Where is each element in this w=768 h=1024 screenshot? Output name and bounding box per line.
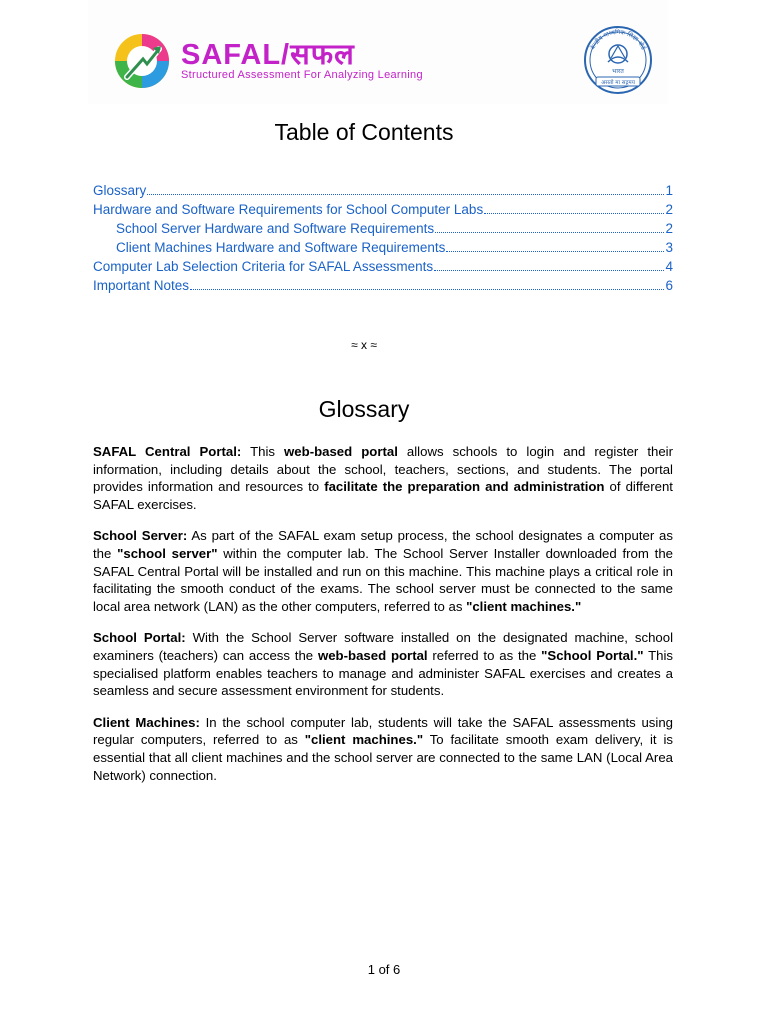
toc-dot-leader <box>190 278 664 290</box>
toc-title: Table of Contents <box>274 119 454 145</box>
glossary-bold-text: "client machines." <box>304 732 424 748</box>
toc-dot-leader <box>147 183 664 195</box>
toc-entry[interactable] <box>93 240 673 259</box>
document-header <box>88 0 668 104</box>
toc-entry-page[interactable]: 2 <box>665 221 673 236</box>
toc-dot-leader <box>446 240 664 252</box>
safal-logo-icon <box>113 33 171 89</box>
seal-middle-text: भारत <box>612 68 624 75</box>
glossary-bold-text: School Server: <box>93 528 188 544</box>
glossary-text: With the School Server software installed on the designated machine, school examiners (teachers) can access the <box>93 630 674 663</box>
seal-motto-text: असतो मा सद्गमय <box>601 80 635 86</box>
toc-entry[interactable] <box>93 278 673 297</box>
toc-entry[interactable] <box>93 202 673 221</box>
glossary-text: This specialised platform enables teachers to manage and administer SAFAL exercises and creates a seamless and secure assessment environment for students. <box>93 647 674 699</box>
glossary-bold-text: Client Machines: <box>93 714 200 730</box>
glossary-paragraph <box>93 527 673 615</box>
toc-entry-label[interactable]: School Server Hardware and Software Requirements <box>116 221 435 236</box>
glossary-bold-text: "client machines." <box>466 598 582 614</box>
seal-top-text: केन्द्रीय माध्यमिक शिक्षा बोर्ड <box>589 28 647 51</box>
glossary-paragraph <box>93 629 673 699</box>
brand-subtitle: Structured Assessment For Analyzing Learning <box>181 69 423 81</box>
glossary-paragraph <box>93 714 673 784</box>
toc-entry-label[interactable]: Client Machines Hardware and Software Requirements <box>116 240 446 255</box>
cbse-seal-icon <box>582 22 654 96</box>
table-of-contents <box>93 183 673 297</box>
toc-entry-page[interactable]: 4 <box>665 259 673 274</box>
glossary-bold-text: web-based portal <box>284 444 398 459</box>
toc-dot-leader <box>484 202 664 214</box>
glossary-text: As part of the SAFAL exam setup process, the school designates a computer as the <box>93 528 673 561</box>
toc-entry-label[interactable]: Hardware and Software Requirements for School Computer Labs <box>93 202 484 217</box>
toc-dot-leader <box>435 221 664 233</box>
glossary-paragraph <box>93 443 673 513</box>
glossary-text: This <box>241 444 285 459</box>
toc-entry-page[interactable]: 3 <box>665 240 673 255</box>
toc-entry[interactable] <box>93 221 673 240</box>
glossary-bold-text: web-based portal <box>317 647 428 663</box>
section-separator: ≈ x ≈ <box>351 338 377 352</box>
glossary-bold-text: "School Portal." <box>541 647 644 663</box>
glossary-text: In the school computer lab, students will take the SAFAL assessments using regular computers, referred to as <box>93 714 673 748</box>
toc-entry-label[interactable]: Important Notes <box>93 278 190 293</box>
glossary-bold-text: "school server" <box>117 545 218 561</box>
glossary-bold-text: facilitate the preparation and administration <box>324 479 605 495</box>
toc-entry-label[interactable]: Glossary <box>93 183 147 198</box>
glossary-bold-text: School Portal: <box>93 630 186 646</box>
glossary-title: Glossary <box>318 396 410 422</box>
glossary-text: referred to as the <box>427 647 542 663</box>
toc-entry[interactable] <box>93 259 673 278</box>
toc-entry[interactable] <box>93 183 673 202</box>
toc-entry-label[interactable]: Computer Lab Selection Criteria for SAFAL Assessments <box>93 259 434 274</box>
brand-title: SAFAL/सफल <box>181 39 355 71</box>
glossary-bold-text: SAFAL Central Portal: <box>93 444 242 459</box>
toc-entry-page[interactable]: 1 <box>665 183 673 198</box>
glossary-text: To facilitate smooth exam delivery, it is essential that all client machines and the school server are connected to the same LAN (Local Area Network) connection. <box>93 732 673 783</box>
toc-entry-page[interactable]: 2 <box>665 202 673 217</box>
glossary-text: allows schools to login and register their information, including details about the school, teachers, sections, and students. The portal provides information and resources to <box>93 444 674 495</box>
glossary-text: of different SAFAL exercises. <box>93 479 673 512</box>
glossary-body <box>93 443 673 798</box>
page-indicator: 1 of 6 <box>367 962 401 977</box>
toc-dot-leader <box>434 259 664 271</box>
toc-entry-page[interactable]: 6 <box>665 278 673 293</box>
glossary-text: within the computer lab. The School Server Installer downloaded from the SAFAL Central Portal will be installed and run on this machine. This machine plays a critical role in facilitating the smooth conduct of the exams. The school server must be connected to the same local area network (LAN) as the other computers, referred to as <box>93 545 673 614</box>
